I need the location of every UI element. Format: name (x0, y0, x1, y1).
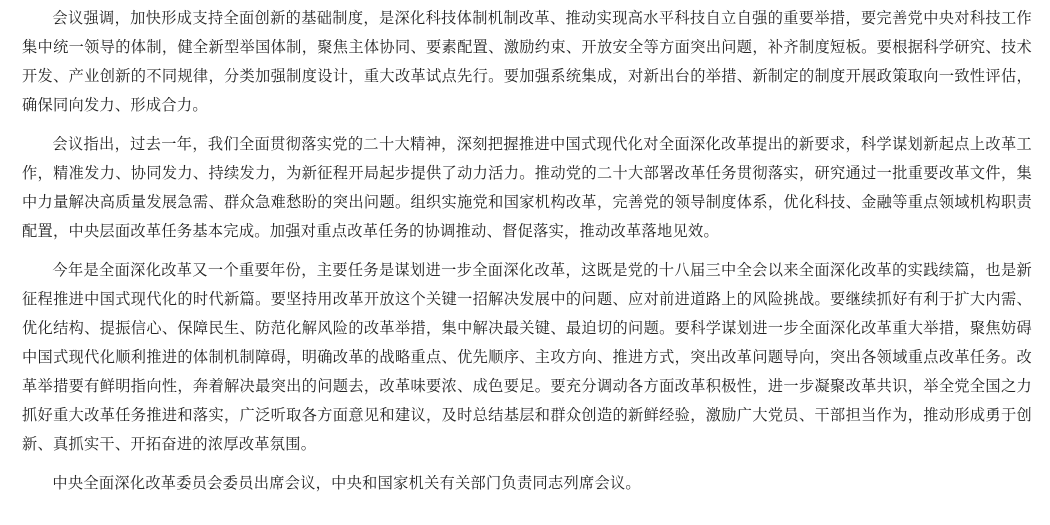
paragraph-attendance: 中央全面深化改革委员会委员出席会议，中央和国家机关有关部门负责同志列席会议。 (52, 474, 641, 492)
paragraph-this-year-tasks: 今年是全面深化改革又一个重要年份，主要任务是谋划进一步全面深化改革，这既是党的十八届三中全会以来全面深化改革的实践续篇，也是新征程推进中国式现代化的时代新篇。要坚持用改革开放这个关键一招解决发展中的问题、应对前进道路上的风险挑战。要继续抓好有利于扩大内需、优化结构、提振信心、保障民生、防范化解风险的改革举措，集中解决最关键、最迫切的问题。要科学谋划进一步全面深化改革重大举措，聚焦妨碍中国式现代化顺利推进的体制机制障碍，明确改革的战略重点、优先顺序、主攻方向、推进方式，突出改革问题导向，突出各领域重点改革任务。改革举措要有鲜明指向性，奔着解决最突出的问题去，改革味要浓、成色要足。要充分调动各方面改革积极性，进一步凝聚改革共识，举全党全国之力抓好重大改革任务推进和落实，广泛听取各方面意见和建议，及时总结基层和群众创造的新鲜经验，激励广大党员、干部担当作为，推动形成勇于创新、真抓实干、开拓奋进的浓厚改革氛围。 (22, 261, 1032, 453)
paragraph-innovation-system: 会议强调，加快形成支持全面创新的基础制度，是深化科技体制机制改革、推动实现高水平科技自立自强的重要举措，要完善党中央对科技工作集中统一领导的体制，健全新型举国体制，聚焦主体协同、要素配置、激励约束、开放安全等方面突出问题，补齐制度短板。要根据科学研究、技术开发、产业创新的不同规律，分类加强制度设计，重大改革试点先行。要加强系统集成，对新出台的举措、新制定的制度开展政策取向一致性评估，确保同向发力、形成合力。 (22, 9, 1032, 114)
paragraph-past-year-review: 会议指出，过去一年，我们全面贯彻落实党的二十大精神，深刻把握推进中国式现代化对全面深化改革提出的新要求，科学谋划新起点上改革工作，精准发力、协同发力、持续发力，为新征程开局起步提供了动力活力。推动党的二十大部署改革任务贯彻落实，研究通过一批重要改革文件，集中力量解决高质量发展急需、群众急难愁盼的突出问题。组织实施党和国家机构改革，完善党的领导制度体系，优化科技、金融等重点领域机构职责配置，中央层面改革任务基本完成。加强对重点改革任务的协调推动、督促落实，推动改革落地见效。 (22, 135, 1032, 240)
